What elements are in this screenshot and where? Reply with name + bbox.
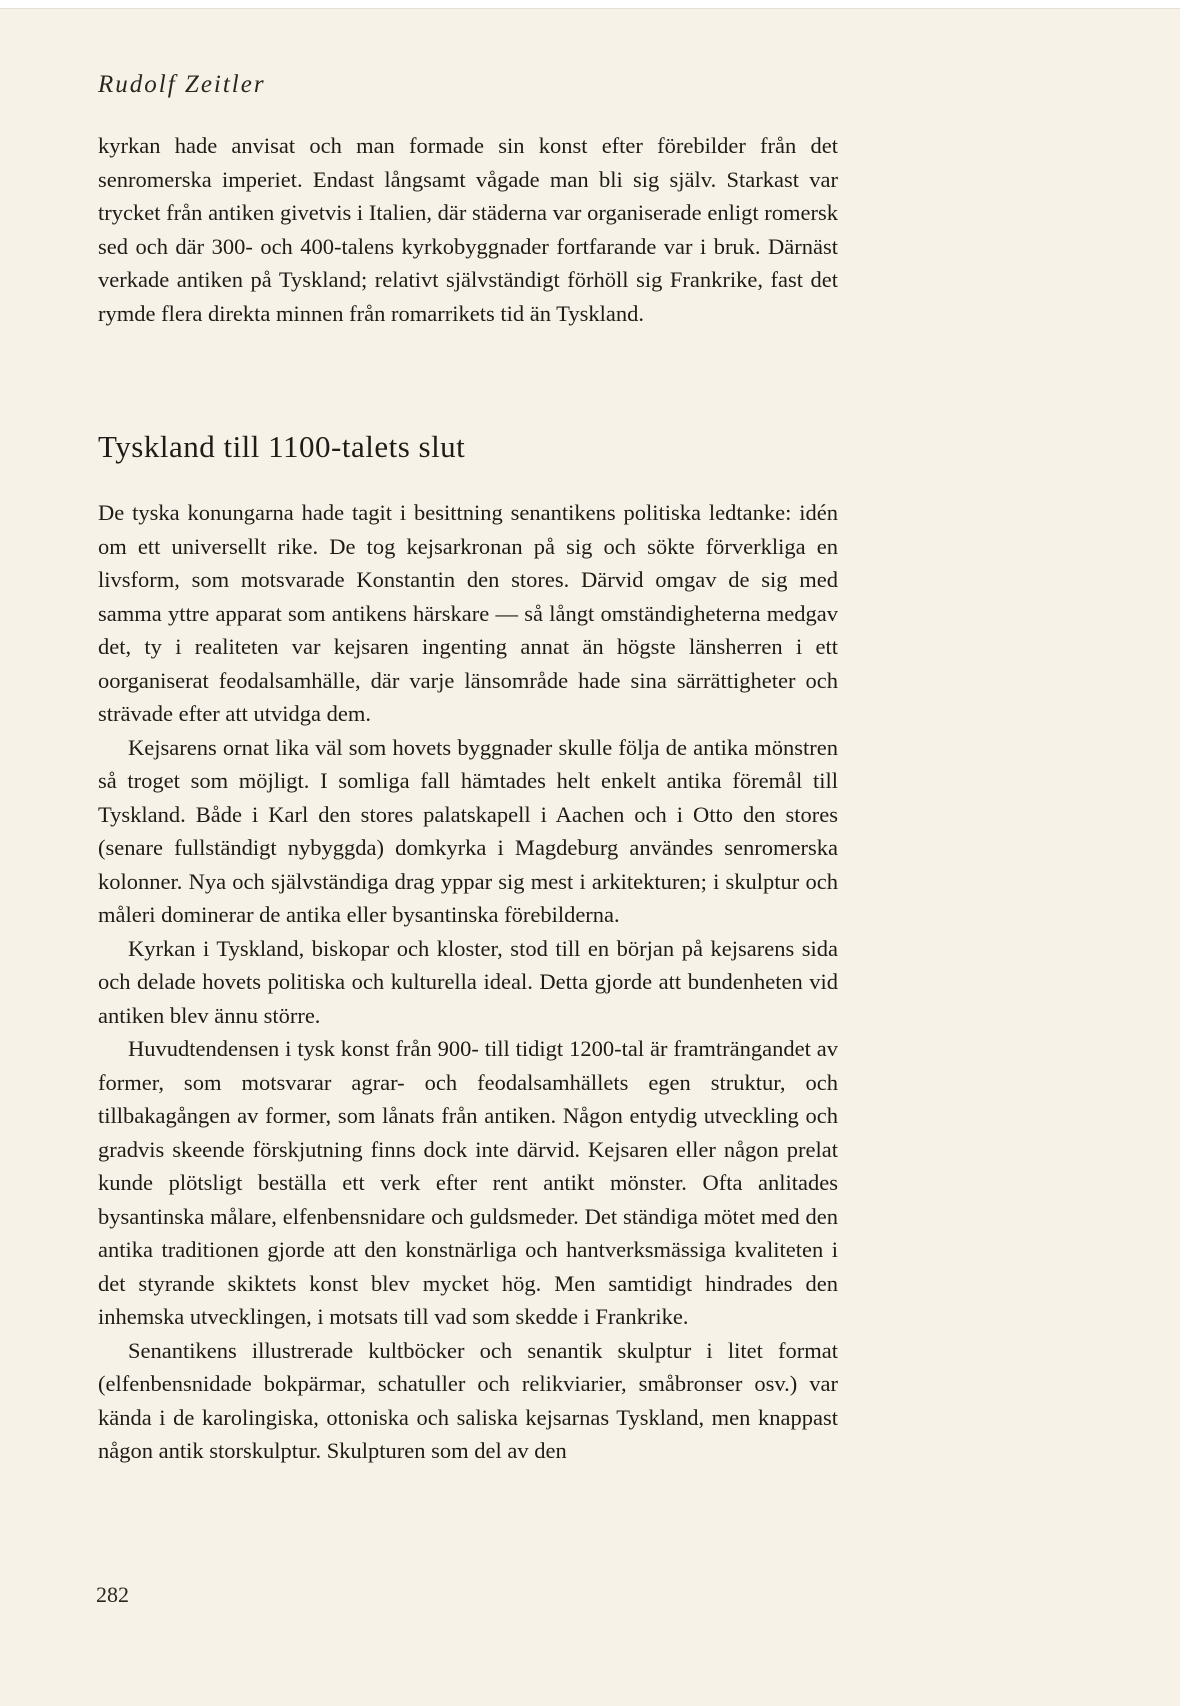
page-number: 282	[96, 1582, 129, 1607]
section-body	[98, 496, 838, 1468]
intro-paragraph: kyrkan hade anvisat och man formade sin konst efter förebilder från det senromerska imperiet. Endast långsamt vågade man bli sig själv. Starkast var trycket från antiken givetvis i Italien, där städerna var organiserade enligt romersk sed och där 300- och 400-talens kyrkobyggnader fortfarande var i bruk. Därnäst verkade antiken på Tyskland; relativt självständigt förhöll sig Frankrike, fast det rymde flera direkta minnen från romarrikets tid än Tyskland.	[98, 133, 838, 326]
intro-text	[98, 129, 838, 330]
book-page	[0, 8, 1180, 1706]
running-head: Rudolf Zeitler	[98, 71, 266, 98]
paragraph: De tyska konungarna hade tagit i besittning senantikens politiska ledtanke: idén om ett universellt rike. De tog kejsarkronan på sig och sökte förverkliga en livsform, som motsvarade Konstantin den stores. Därvid omgav de sig med samma yttre apparat som antikens härskare — så långt omständigheterna medgav det, ty i realiteten var kejsaren ingenting annat än högste länsherren i ett oorganiserat feodalsamhälle, där varje länsområde hade sina särrättigheter och strävade efter att utvidga dem.	[98, 500, 838, 726]
paragraph: Senantikens illustrerade kultböcker och senantik skulptur i litet format (elfenbensnidade bokpärmar, schatuller och relikviarier, småbronser osv.) var kända i de karolingiska, ottoniska och saliska kejsarnas Tyskland, men knappast någon antik storskulptur. Skulpturen som del av den	[98, 1337, 838, 1463]
paragraph: Kyrkan i Tyskland, biskopar och kloster, stod till en början på kejsarens sida och delade hovets politiska och kulturella ideal. Detta gjorde att bundenheten vid antiken blev ännu större.	[98, 935, 838, 1028]
section-heading: Tyskland till 1100-talets slut	[98, 429, 466, 464]
paragraph: Huvudtendensen i tysk konst från 900- till tidigt 1200-tal är framträngandet av former, som motsvarar agrar- och feodalsamhällets egen struktur, och tillbakagången av former, som lånats från antiken. Någon entydig utveckling och gradvis skeende förskjutning finns dock inte därvid. Kejsaren eller någon prelat kunde plötsligt beställa ett verk efter rent antikt mönster. Ofta anlitades bysantinska målare, elfenbensnidare och guldsmeder. Det ständiga mötet med den antika traditionen gjorde att den konstnärliga och hantverksmässiga kvaliteten i det styrande skiktets konst blev mycket hög. Men samtidigt hindrades den inhemska utvecklingen, i motsats till vad som skedde i Frankrike.	[98, 1036, 838, 1329]
paragraph: Kejsarens ornat lika väl som hovets byggnader skulle följa de antika mönstren så troget som möjligt. I somliga fall hämtades helt enkelt antika föremål till Tyskland. Både i Karl den stores palatskapell i Aachen och i Otto den stores (senare fullständigt nybyggda) domkyrka i Magdeburg användes senromerska kolonner. Nya och självständiga drag yppar sig mest i arkitekturen; i skulptur och måleri dominerar de antika eller bysantinska förebilderna.	[98, 734, 838, 927]
